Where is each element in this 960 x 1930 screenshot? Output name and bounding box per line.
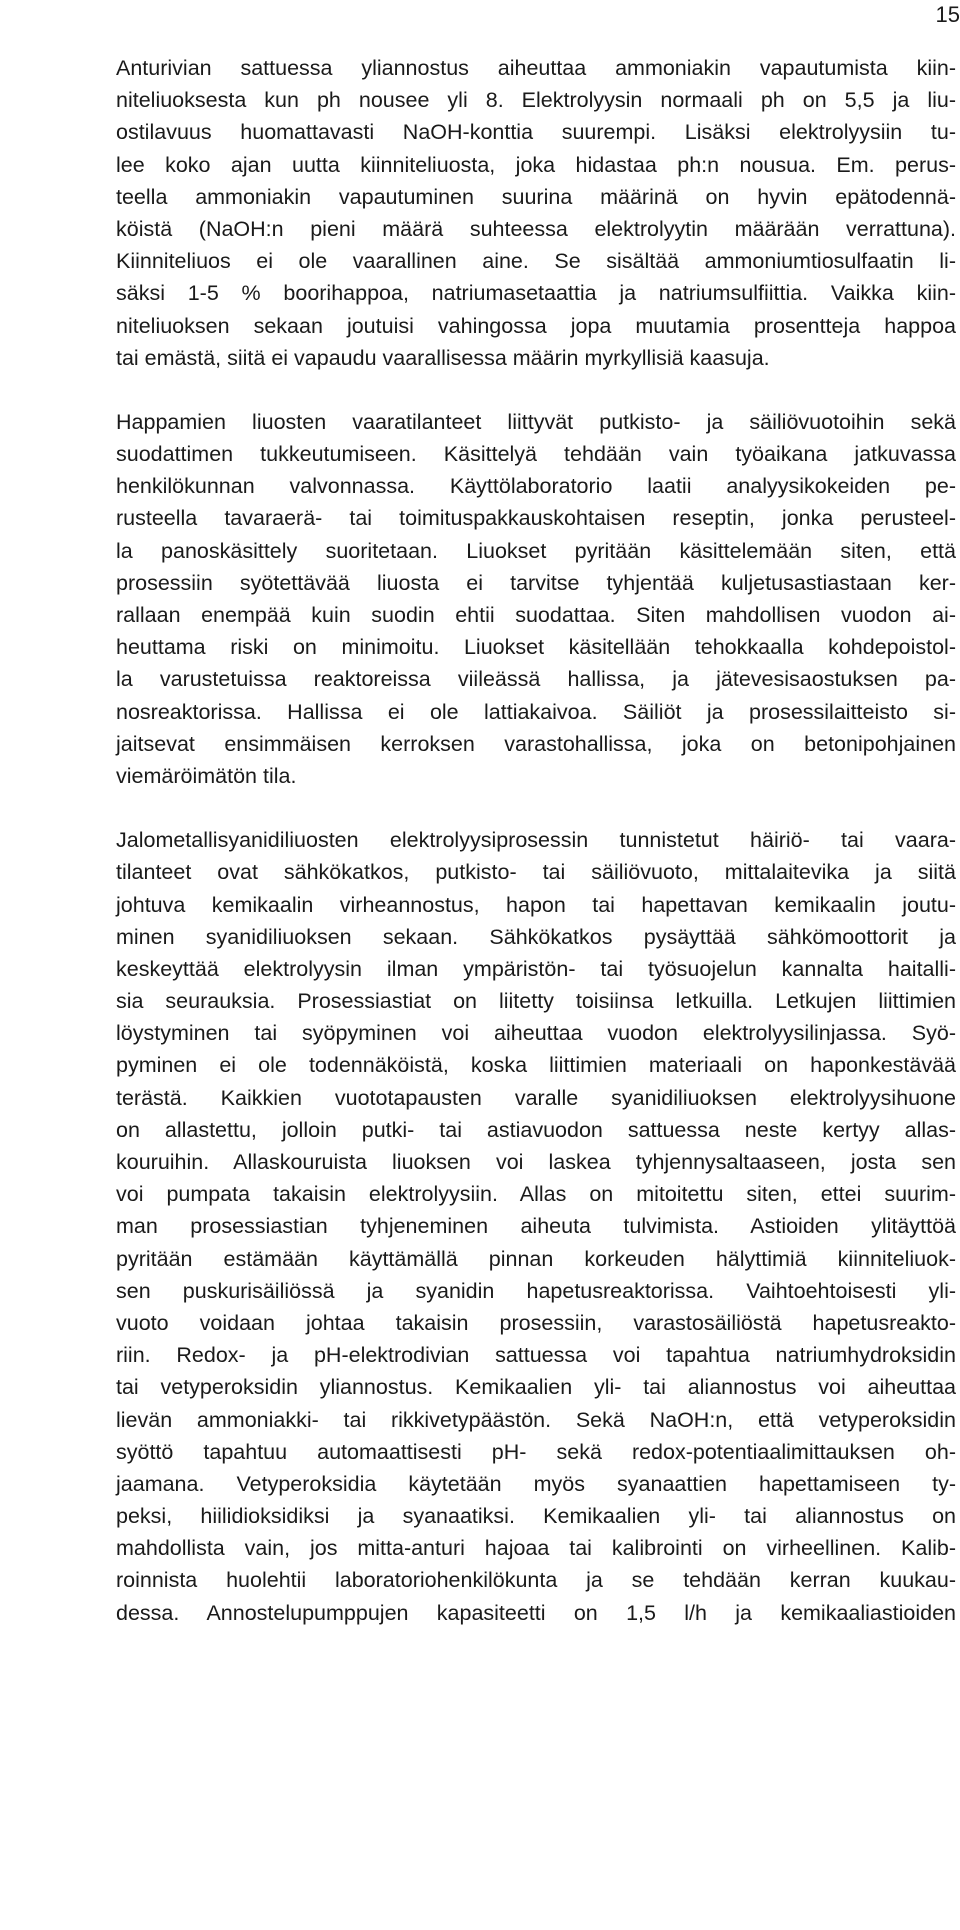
paragraph-ammonia-release [116, 52, 956, 374]
text-line: vuoto voidaan johtaa takaisin prosessiin, varastosäiliöstä hapetusreakto- [116, 1310, 956, 1335]
text-line: Happamien liuosten vaaratilanteet liittyvät putkisto- ja säiliövuotoihin sekä [116, 409, 956, 434]
text-line: pyritään estämään käyttämällä pinnan korkeuden hälyttimiä kiinniteliuok- [116, 1246, 956, 1271]
text-line: niteliuoksen sekaan joutuisi vahingossa jopa muutamia prosentteja happoa [116, 313, 956, 338]
text-line: on allastettu, jolloin putki- tai astiavuodon sattuessa neste kertyy allas- [116, 1117, 956, 1142]
text-line: tilanteet ovat sähkökatkos, putkisto- tai säiliövuoto, mittalaitevika ja siitä [116, 860, 956, 885]
text-line: rusteella tavaraerä- tai toimituspakkauskohtaisen reseptin, jonka perusteel- [116, 506, 956, 531]
text-line: tai vetyperoksidin yliannostus. Kemikaalien yli- tai aliannostus voi aiheuttaa [116, 1375, 956, 1400]
text-line: henkilökunnan valvonnassa. Käyttölaboratorio laatii analyysikokeiden pe- [116, 474, 956, 499]
text-line: säksi 1-5 % boorihappoa, natriumasetaattia ja natriumsulfiittia. Vaikka kiin- [116, 281, 956, 306]
text-line: kouruihin. Allaskouruista liuoksen voi laskea tyhjennysaltaaseen, josta sen [116, 1150, 956, 1174]
text-line: la varustetuissa reaktoreissa viileässä hallissa, ja jätevesisaostuksen pa- [116, 667, 956, 692]
text-line: heuttama riski on minimoitu. Liuokset käsitellään tehokkaalla kohdepoistol- [116, 635, 956, 660]
text-line: jaamana. Vetyperoksidia käytetään myös syanaattien hapettamiseen ty- [116, 1471, 956, 1496]
text-line: mahdollista vain, jos mitta-anturi hajoaa tai kalibrointi on virheellinen. Kalib- [116, 1536, 956, 1561]
paragraph-gap [116, 374, 956, 406]
text-line: Kiinniteliuos ei ole vaarallinen aine. Se sisältää ammoniumtiosulfaatin li- [116, 249, 956, 274]
text-line: dessa. Annostelupumppujen kapasiteetti on 1,5 l/h ja kemikaaliastioiden [116, 1600, 956, 1625]
text-line: jaitsevat ensimmäisen kerroksen varastohallissa, joka on betonipohjainen [116, 731, 956, 756]
text-line: Jalometallisyanidiliuosten elektrolyysiprosessin tunnistetut häiriö- tai vaara- [116, 828, 956, 853]
text-line: man prosessiastian tyhjeneminen aiheuta tulvimista. Astioiden ylitäyttöä [116, 1214, 956, 1239]
text-line: sen puskurisäiliössä ja syanidin hapetusreaktorissa. Vaihtoehtoisesti yli- [116, 1278, 956, 1303]
text-line: peksi, hiilidioksidiksi ja syanaatiksi. Kemikaalien yli- tai aliannostus on [116, 1504, 956, 1529]
text-line: johtuva kemikaalin virheannostus, hapon tai hapettavan kemikaalin joutu- [116, 892, 956, 917]
text-line: löystyminen tai syöpyminen voi aiheuttaa vuodon elektrolyysilinjassa. Syö- [116, 1021, 956, 1046]
text-line: ostilavuus huomattavasti NaOH-konttia suurempi. Lisäksi elektrolyysiin tu- [116, 120, 956, 145]
text-line: syöttö tapahtuu automaattisesti pH- sekä redox-potentiaalimittauksen oh- [116, 1439, 956, 1464]
text-line: voi pumpata takaisin elektrolyysiin. Allas on mitoitettu siten, ettei suurim- [116, 1182, 956, 1207]
text-line: terästä. Kaikkien vuototapausten varalle syanidiliuoksen elektrolyysihuone [116, 1085, 956, 1110]
text-line: la panoskäsittely suoritetaan. Liuokset pyritään käsittelemään siten, että [116, 538, 956, 563]
text-line: viemäröimätön tila. [116, 763, 297, 788]
page-number: 15 [935, 2, 960, 27]
text-line: lievän ammoniakki- tai rikkivetypäästön. Sekä NaOH:n, että vetyperoksidin [116, 1407, 956, 1432]
text-line: suodattimen tukkeutumiseen. Käsittelyä tehdään vain työaikana jatkuvassa [116, 442, 956, 467]
text-line: pyminen ei ole todennäköistä, koska liittimien materiaali on haponkestävää [116, 1053, 956, 1078]
text-line: sia seurauksia. Prosessiastiat on liitetty toisiinsa letkuilla. Letkujen liittimien [116, 989, 956, 1014]
paragraph-cyanide-electrolysis [116, 824, 956, 1629]
text-line: keskeyttää elektrolyysin ilman ympäristön- tai työsuojelun kannalta haitalli- [116, 956, 956, 981]
text-line: lee koko ajan uutta kiinniteliuosta, joka hidastaa ph:n nousua. Em. perus- [116, 152, 956, 177]
text-line: rallaan enempää kuin suodin ehtii suodattaa. Siten mahdollisen vuodon ai- [116, 603, 956, 627]
text-line: niteliuoksesta kun ph nousee yli 8. Elektrolyysin normaali ph on 5,5 ja liu- [116, 88, 956, 113]
text-line: köistä (NaOH:n pieni määrä suhteessa elektrolyytin määrään verrattuna). [116, 216, 956, 241]
paragraph-gap [116, 792, 956, 824]
page-body [116, 52, 956, 1629]
text-line: teella ammoniakin vapautuminen suurina määrinä on hyvin epätodennä- [116, 184, 956, 209]
text-line: riin. Redox- ja pH-elektrodivian sattuessa voi tapahtua natriumhydroksidin [116, 1343, 956, 1368]
paragraph-acid-solutions [116, 406, 956, 792]
text-line: prosessiin syötettävää liuosta ei tarvitse tyhjentää kuljetusastiastaan ker- [116, 570, 956, 595]
text-line: tai emästä, siitä ei vapaudu vaarallisessa määrin myrkyllisiä kaasuja. [116, 345, 770, 370]
text-line: Anturivian sattuessa yliannostus aiheuttaa ammoniakin vapautumista kiin- [116, 56, 956, 80]
text-line: roinnista huolehtii laboratoriohenkilökunta ja se tehdään kerran kuukau- [116, 1568, 956, 1593]
text-line: nosreaktorissa. Hallissa ei ole lattiakaivoa. Säiliöt ja prosessilaitteisto si- [116, 699, 956, 724]
text-line: minen syanidiliuoksen sekaan. Sähkökatkos pysäyttää sähkömoottorit ja [116, 924, 956, 949]
